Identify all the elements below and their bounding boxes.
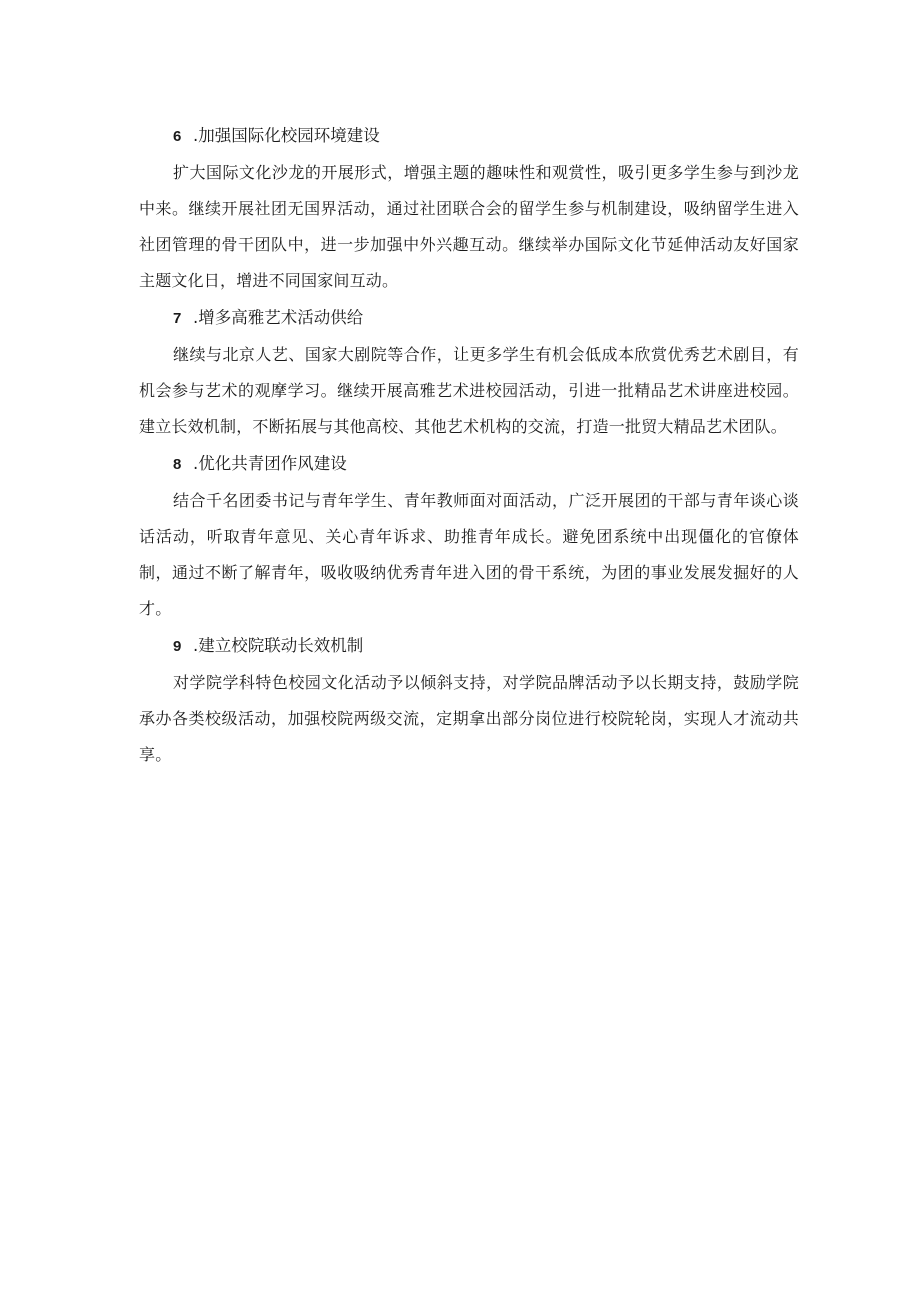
section-heading <box>139 299 799 337</box>
section-number: 8 <box>173 456 182 473</box>
section-heading <box>139 445 799 483</box>
section-number: 6 <box>173 128 182 145</box>
section-heading <box>139 117 799 155</box>
section-title: .增多高雅艺术活动供给 <box>193 308 364 327</box>
section-paragraph: 对学院学科特色校园文化活动予以倾斜支持，对学院品牌活动予以长期支持，鼓励学院承办各类校级活动，加强校院两级交流，定期拿出部分岗位进行校院轮岗，实现人才流动共享。 <box>139 673 799 764</box>
section-7 <box>139 299 799 445</box>
section-6 <box>139 117 799 299</box>
section-title: .建立校院联动长效机制 <box>193 636 364 655</box>
section-number: 9 <box>173 638 182 655</box>
section-title: .加强国际化校园环境建设 <box>193 126 380 145</box>
section-paragraph: 结合千名团委书记与青年学生、青年教师面对面活动，广泛开展团的干部与青年谈心谈话活动，听取青年意见、关心青年诉求、助推青年成长。避免团系统中出现僵化的官僚体制，通过不断了解青年，吸收吸纳优秀青年进入团的骨干系统，为团的事业发展发掘好的人才。 <box>139 491 799 618</box>
document-body <box>139 117 799 773</box>
section-9 <box>139 627 799 773</box>
section-heading <box>139 627 799 665</box>
section-paragraph: 继续与北京人艺、国家大剧院等合作，让更多学生有机会低成本欣赏优秀艺术剧目，有机会参与艺术的观摩学习。继续开展高雅艺术进校园活动，引进一批精品艺术讲座进校园。建立长效机制，不断拓展与其他高校、其他艺术机构的交流，打造一批贸大精品艺术团队。 <box>139 345 799 436</box>
section-8 <box>139 445 799 627</box>
section-title: .优化共青团作风建设 <box>193 454 347 473</box>
section-paragraph: 扩大国际文化沙龙的开展形式，增强主题的趣味性和观赏性，吸引更多学生参与到沙龙中来。继续开展社团无国界活动，通过社团联合会的留学生参与机制建设，吸纳留学生进入社团管理的骨干团队中，进一步加强中外兴趣互动。继续举办国际文化节延伸活动友好国家主题文化日，增进不同国家间互动。 <box>139 163 799 290</box>
section-number: 7 <box>173 310 182 327</box>
